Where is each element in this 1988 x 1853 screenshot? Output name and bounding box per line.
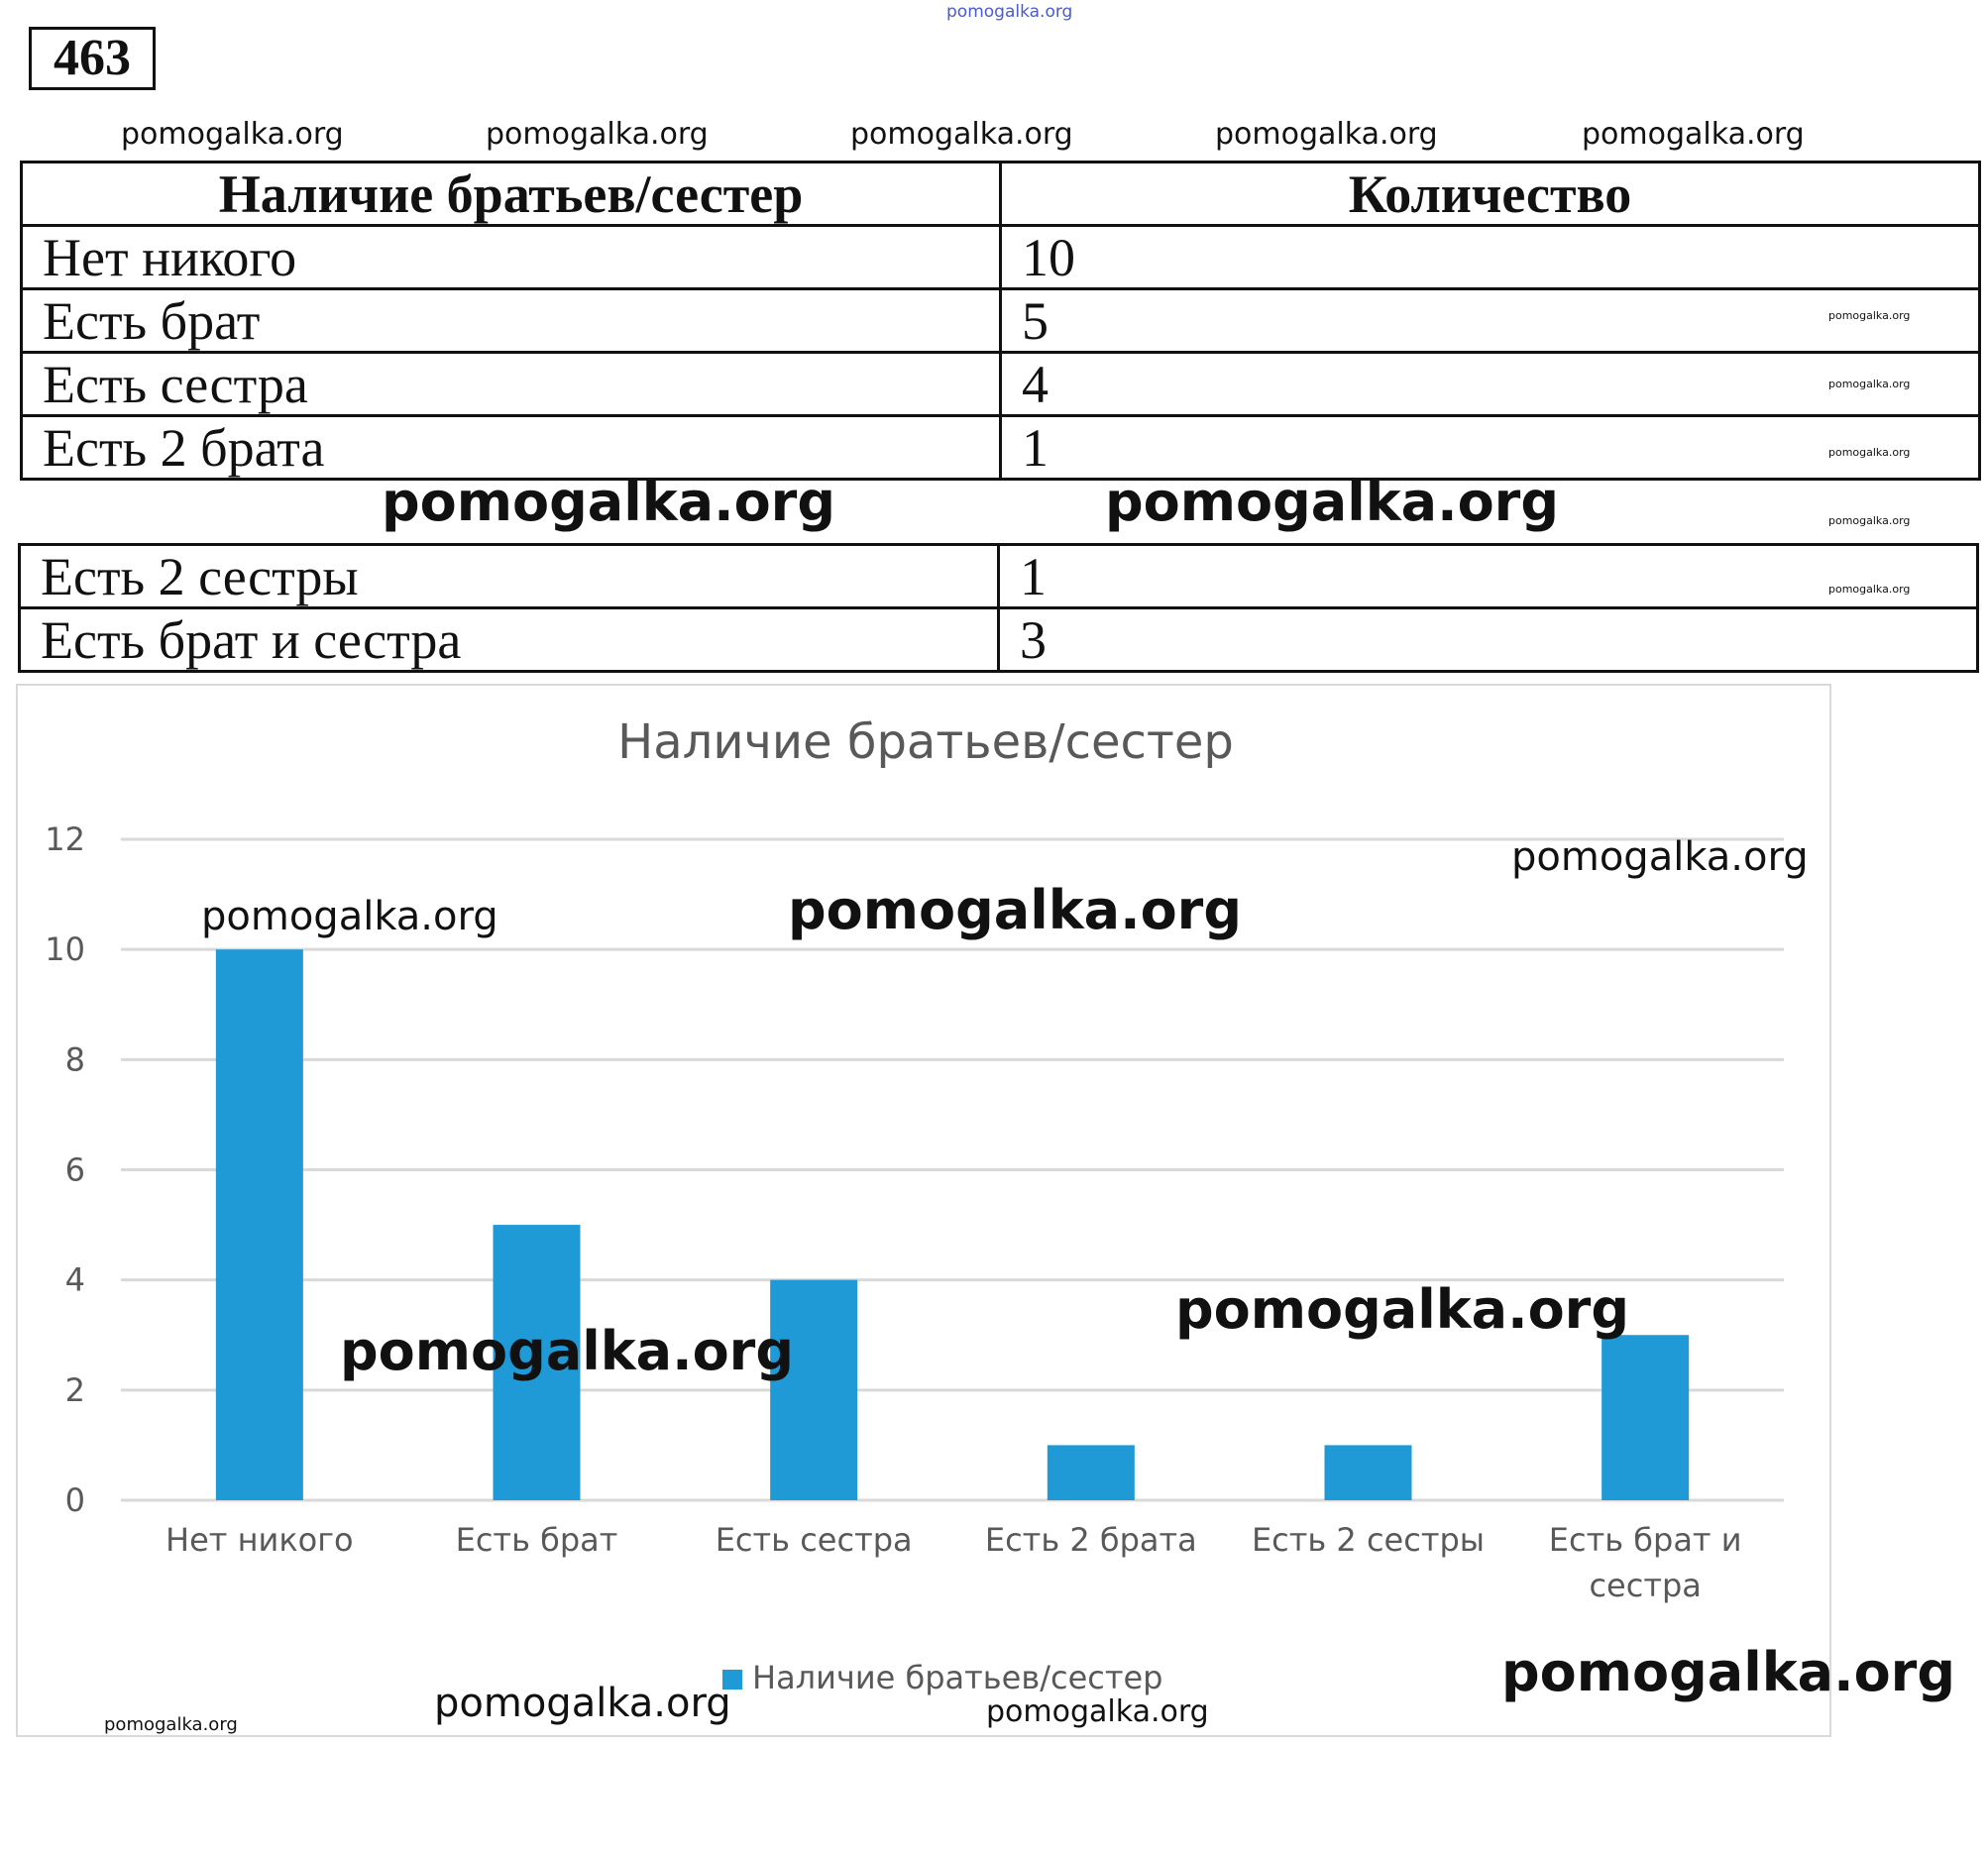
watermark: pomogalka.org	[486, 117, 709, 152]
y-tick-label: 8	[64, 1040, 85, 1079]
y-tick-label: 12	[45, 820, 85, 858]
chart-title: Наличие братьев/сестер	[617, 714, 1234, 770]
table-cell-category: Нет никого	[22, 226, 1001, 289]
watermark: pomogalka.org	[1828, 309, 1911, 322]
table-cell-count: 1	[1001, 416, 1980, 480]
watermark: pomogalka.org	[1828, 583, 1911, 596]
watermark-top: pomogalka.org	[946, 2, 1073, 22]
watermark: pomogalka.org	[1828, 446, 1911, 459]
table-cell-category: Есть 2 сестры	[20, 545, 999, 608]
table-cell-count: 3	[999, 608, 1978, 672]
watermark: pomogalka.org	[340, 1320, 794, 1382]
y-tick-label: 6	[64, 1150, 85, 1189]
table-header-row	[22, 163, 1980, 226]
watermark: pomogalka.org	[788, 879, 1242, 941]
y-tick-label: 4	[64, 1260, 85, 1299]
table-cell-count: 5	[1001, 289, 1980, 353]
table-cell-category: Есть брат	[22, 289, 1001, 353]
bar	[1601, 1335, 1689, 1500]
x-tick-label: Есть 2 брата	[984, 1521, 1197, 1559]
watermark: pomogalka.org	[121, 117, 344, 152]
watermark: pomogalka.org	[1105, 471, 1559, 533]
table-row	[20, 608, 1978, 672]
bar	[216, 949, 303, 1500]
bar	[770, 1280, 857, 1500]
watermark: pomogalka.org	[201, 894, 498, 939]
watermark: pomogalka.org	[1582, 117, 1805, 152]
problem-number: 463	[29, 27, 156, 90]
watermark: pomogalka.org	[1511, 834, 1809, 880]
watermark: pomogalka.org	[1828, 514, 1911, 527]
table-cell-category: Есть брат и сестра	[20, 608, 999, 672]
legend-label: Наличие братьев/сестер	[752, 1659, 1163, 1696]
table-header-cell: Наличие братьев/сестер	[22, 163, 1001, 226]
watermark: pomogalka.org	[850, 117, 1073, 152]
watermark: pomogalka.org	[434, 1681, 731, 1726]
y-tick-label: 10	[45, 930, 85, 969]
table-row	[22, 226, 1980, 289]
watermark: pomogalka.org	[382, 471, 835, 533]
siblings-table-continued	[18, 543, 1979, 673]
siblings-table	[20, 161, 1981, 481]
x-tick-label: Нет никого	[166, 1521, 354, 1559]
table-header-cell: Количество	[1001, 163, 1980, 226]
bar	[1325, 1445, 1412, 1500]
y-tick-label: 0	[64, 1481, 85, 1519]
watermark: pomogalka.org	[104, 1714, 238, 1735]
y-tick-label: 2	[64, 1370, 85, 1409]
watermark: pomogalka.org	[1215, 117, 1438, 152]
x-tick-label: Есть 2 сестры	[1251, 1521, 1486, 1559]
table-cell-count: 1	[999, 545, 1978, 608]
table-row	[22, 416, 1980, 480]
table-row	[22, 353, 1980, 416]
x-tick-label: Есть сестра	[715, 1521, 913, 1559]
table-cell-category: Есть 2 брата	[22, 416, 1001, 480]
table-cell-count: 10	[1001, 226, 1980, 289]
watermark: pomogalka.org	[1175, 1278, 1629, 1341]
watermark: pomogalka.org	[1828, 378, 1911, 390]
x-tick-label: сестра	[1589, 1567, 1702, 1604]
table-cell-count: 4	[1001, 353, 1980, 416]
watermark: pomogalka.org	[986, 1694, 1209, 1729]
watermark: pomogalka.org	[1501, 1641, 1955, 1703]
table-cell-category: Есть сестра	[22, 353, 1001, 416]
table-row	[22, 289, 1980, 353]
x-tick-label: Есть брат	[455, 1521, 618, 1559]
bar	[1048, 1445, 1135, 1500]
table-row	[20, 545, 1978, 608]
x-tick-label: Есть брат и	[1548, 1521, 1742, 1559]
